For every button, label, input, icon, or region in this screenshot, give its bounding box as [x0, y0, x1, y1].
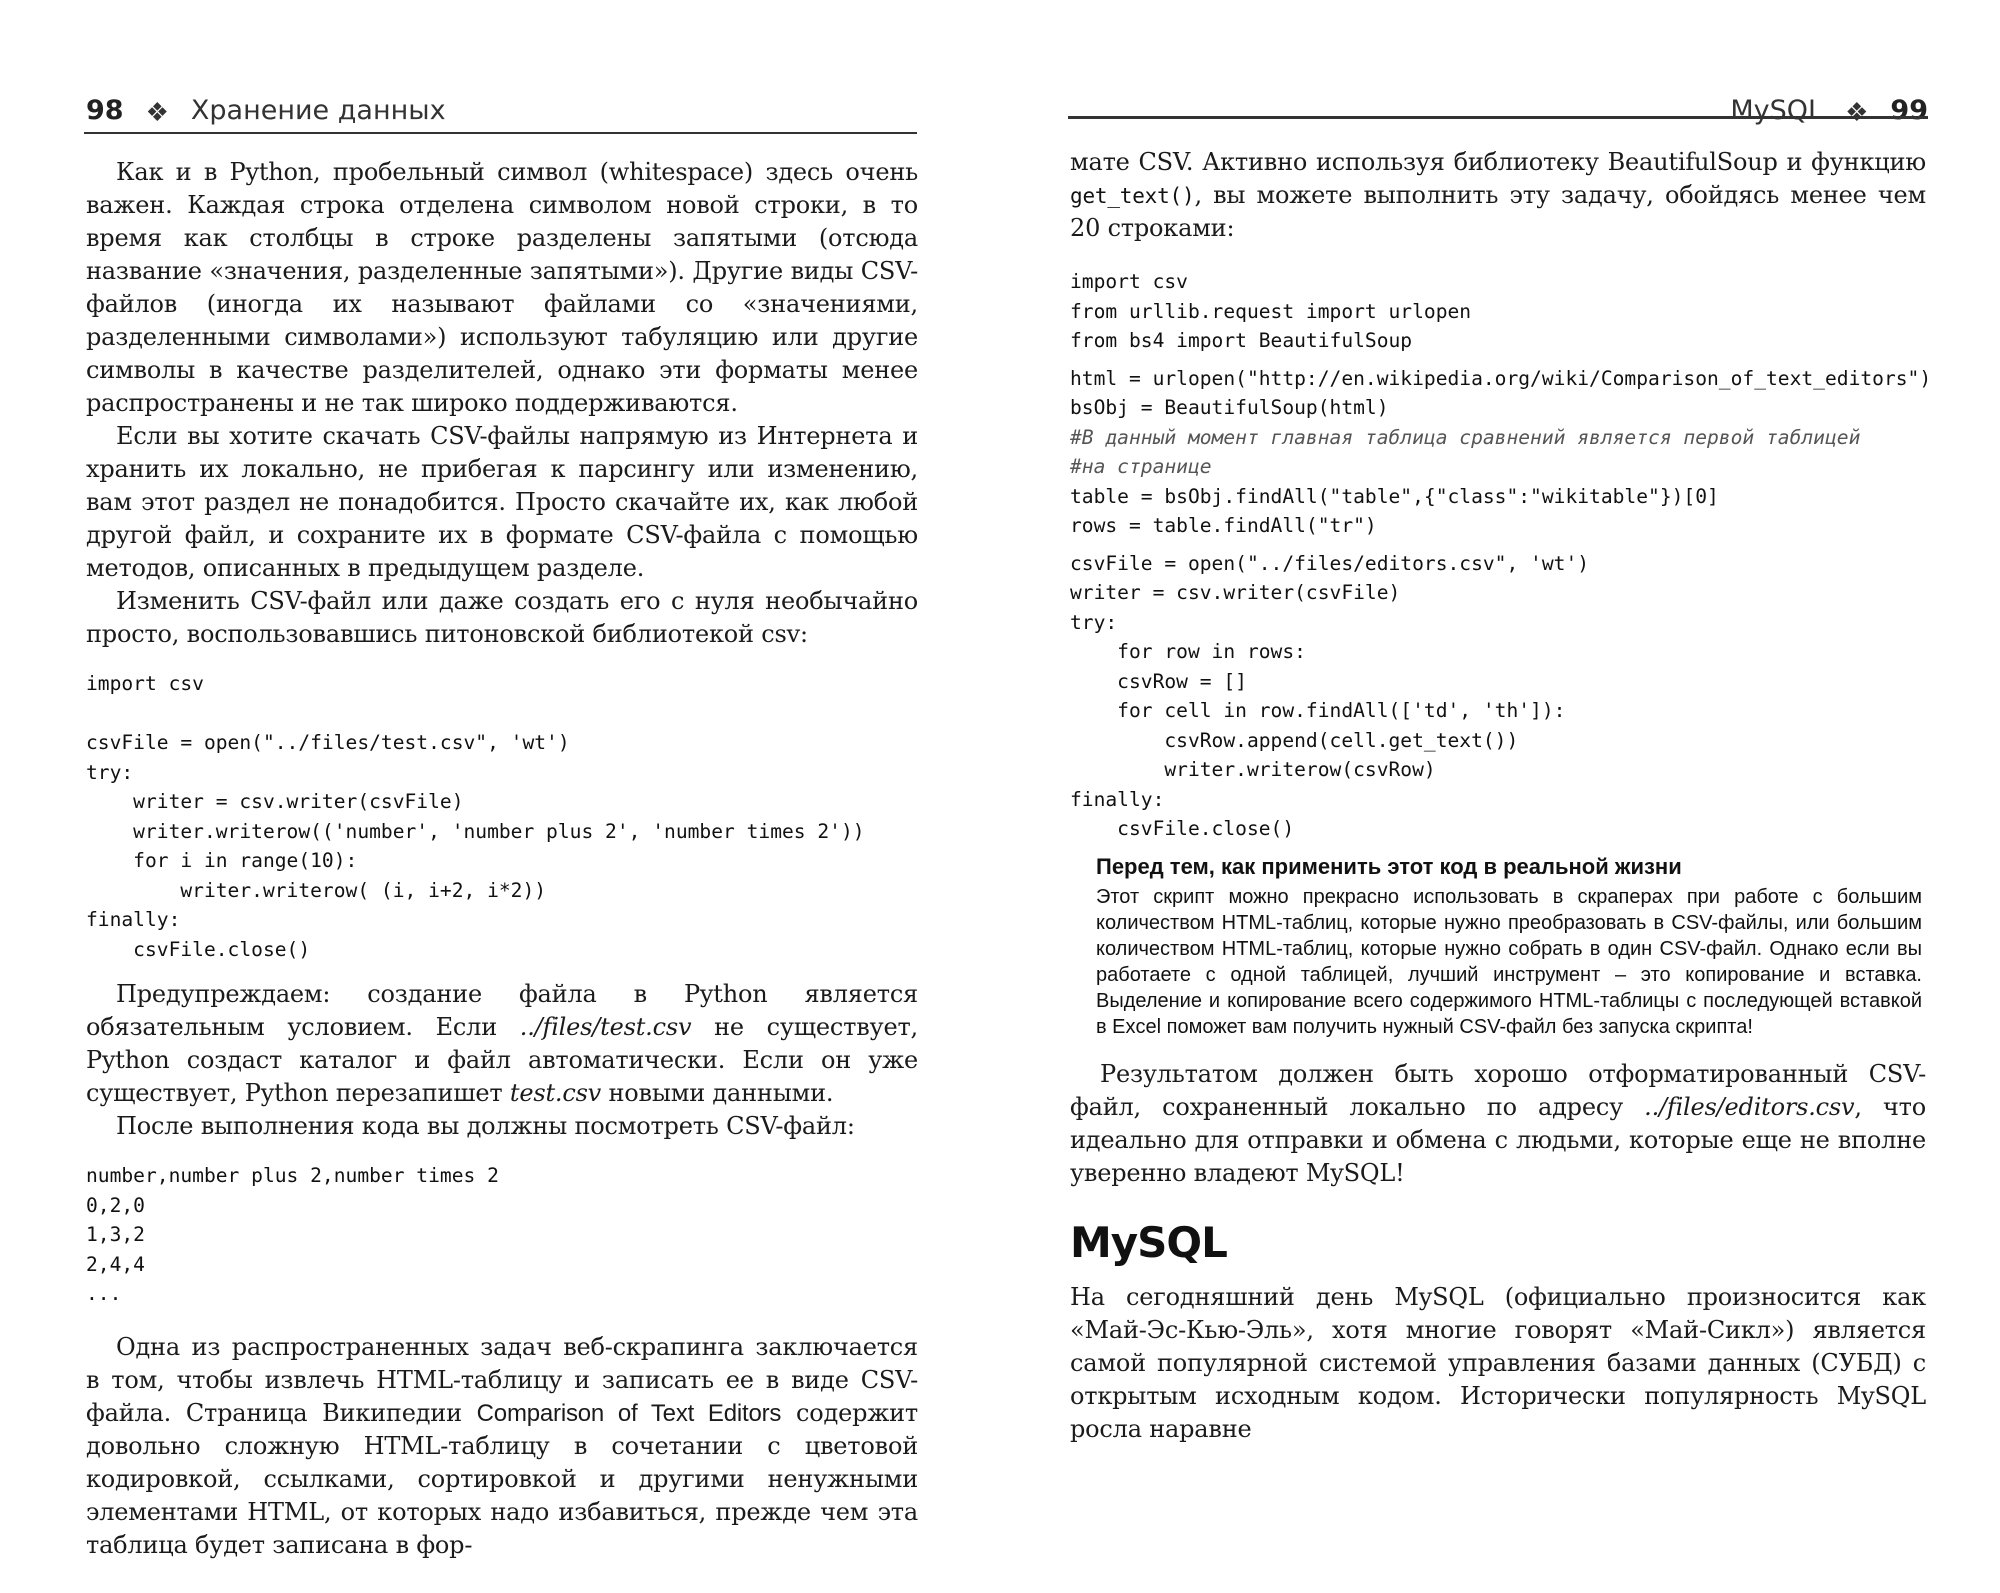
right-page — [1000, 0, 2000, 1593]
file-path: ../files/test.csv — [519, 1013, 692, 1041]
code-line: html = urlopen("http://en.wikipedia.org/wiki/Comparison_of_text_editors") — [1070, 366, 1932, 390]
paragraph: мате CSV. Активно используя библиотеку BeautifulSoup и функцию get_text(), вы можете выполнить эту задачу, обойдясь менее чем 20 строками: — [1070, 148, 1926, 242]
code-line: writer = csv.writer(csvFile) — [86, 790, 464, 813]
paragraph: На сегодняшний день MySQL (официально произносится как «Май-Эс-Кью-Эль», хотя многие говорят «Май-Сикл») является самой популярной системой управления базами данных (СУБД) с открытым исходным кодом. Исторически популярность MySQL росла наравне — [1070, 1282, 1926, 1443]
diamond-ornament-icon: ❖ — [145, 98, 169, 128]
note-title: Перед тем, как применить этот код в реальной жизни — [1096, 853, 1682, 879]
paragraph: Результатом должен быть хорошо отформатированный CSV-файл, сохраненный локально по адресу ../files/editors.csv, что идеально для отправки и обмена с людьми, которые еще не вполне уверенно владеют MySQL! — [1070, 1059, 1926, 1187]
code-line: import csv — [1070, 270, 1188, 293]
left-page-header — [86, 95, 446, 126]
page-number: 99 — [1890, 95, 1928, 126]
code-line: writer.writerow(('number', 'number plus 2', 'number times 2')) — [86, 819, 865, 843]
code-line: from bs4 import BeautifulSoup — [1070, 329, 1413, 352]
section-heading: MySQL — [1070, 1217, 1227, 1267]
note-box — [1096, 854, 1922, 1040]
paragraph: Предупреждаем: создание файла в Python является обязательным условием. Если ../files/test.csv не существует, Python создаст каталог и файл автоматически. Если он уже существует, Python перезапишет test.csv новыми данными. — [86, 980, 918, 1107]
right-page-header — [1730, 95, 1928, 126]
code-line: bsObj = BeautifulSoup(html) — [1070, 396, 1389, 419]
running-title: Хранение данных — [190, 95, 446, 126]
code-comment: #В данный момент главная таблица сравнений является первой таблицей #на странице — [1070, 425, 1861, 478]
code-line: csvFile = open("../files/test.csv", 'wt') — [86, 731, 570, 754]
page-number: 98 — [86, 95, 124, 126]
wiki-page-title: Comparison of Text Editors — [476, 1399, 782, 1427]
code-line: rows = table.findAll("tr") — [1070, 514, 1377, 537]
code-line: writer.writerow(csvRow) — [1070, 758, 1436, 781]
file-name: test.csv — [509, 1079, 602, 1107]
code-line: csvFile.close() — [1070, 817, 1295, 840]
code-line: from urllib.request import urlopen — [1070, 299, 1472, 323]
code-line: for i in range(10): — [86, 849, 358, 872]
code-line: try: — [1070, 610, 1118, 634]
code-line: csvRow = [] — [1070, 669, 1247, 693]
csv-output-block — [86, 1161, 918, 1309]
code-line: csvFile.close() — [86, 937, 311, 961]
code-line: number,number plus 2,number times 2 — [86, 1164, 499, 1187]
code-line: writer.writerow( (i, i+2, i*2)) — [86, 878, 547, 902]
code-block-imports — [1070, 267, 1926, 356]
code-line: csvFile = open("../files/editors.csv", 'wt') — [1070, 551, 1590, 575]
note-text: Этот скрипт можно прекрасно использовать в скраперах при работе с большим количеством HTML-таблиц, которые нужно преобразовать в CSV-файлы, или большим количеством HTML-таблиц, которые нужно собрать в один CSV-файл. Однако если вы работаете с одной таблицей, лучший инструмент – это копирование и вставка. Выделение и копирование всего содержимого HTML-таблицы с последующей вставкой в Excel поможет вам получить нужный CSV-файл без запуска скрипта! — [1096, 885, 1922, 1038]
code-line: for cell in row.findAll(['td', 'th']): — [1070, 699, 1566, 722]
code-block-fetch — [1070, 364, 1932, 423]
code-block-table — [1070, 482, 1926, 541]
code-line: 2,4,4 — [86, 1252, 145, 1276]
code-line: finally: — [1070, 787, 1165, 811]
file-path: ../files/editors.csv — [1644, 1092, 1855, 1121]
inline-code: get_text() — [1070, 184, 1195, 208]
code-line: finally: — [86, 908, 181, 931]
code-line: writer = csv.writer(csvFile) — [1070, 581, 1401, 604]
code-line: try: — [86, 760, 134, 784]
code-block — [86, 669, 918, 964]
paragraph: Одна из распространенных задач веб-скрапинга заключается в том, чтобы извлечь HTML-таблицу и записать ее в виде CSV-файла. Страница Википедии Comparison of Text Editors содержит довольно сложную HTML-таблицу в сочетании с цветовой кодировкой, ссылками, сортировкой и другими ненужными элементами HTML, от которых надо избавиться, прежде чем эта таблица будет записана в фор- — [86, 1332, 919, 1559]
code-line: ... — [86, 1282, 122, 1305]
code-line: import csv — [86, 672, 204, 695]
code-line: table = bsObj.findAll("table",{"class":"wikitable"})[0] — [1070, 484, 1719, 508]
code-line: 0,2,0 — [86, 1193, 145, 1217]
paragraph: После выполнения кода вы должны посмотреть CSV-файл: — [116, 1112, 855, 1140]
right-text-column — [1070, 146, 1932, 1446]
code-line: 1,3,2 — [86, 1223, 145, 1246]
code-line: for row in rows: — [1070, 640, 1306, 663]
running-title: MySQL — [1730, 95, 1824, 126]
diamond-ornament-icon: ❖ — [1845, 98, 1869, 128]
code-line: csvRow.append(cell.get_text()) — [1070, 728, 1519, 752]
header-rule — [84, 132, 917, 134]
left-text-column — [86, 156, 918, 1562]
paragraph: Если вы хотите скачать CSV-файлы напрямую из Интернета и хранить их локально, не прибегая к парсингу или изменению, вам этот раздел не понадобится. Просто скачайте их, как любой другой файл, и сохраните их в формате CSV-файла с помощью методов, описанных в предыдущем разделе. — [86, 422, 918, 582]
code-block-write — [1070, 549, 1926, 844]
paragraph: Изменить CSV-файл или даже создать его с нуля необычайно просто, воспользовавшись питоновской библиотекой csv: — [86, 587, 918, 648]
paragraph: Как и в Python, пробельный символ (whitespace) здесь очень важен. Каждая строка отделена символом новой строки, в то время как столбцы в строке разделены запятыми (отсюда название «значения, разделенные запятыми»). Другие виды CSV-файлов (иногда их называют файлами со «значениями, разделенными символами») используют табуляцию или другие символы в качестве разделителей, однако эти форматы менее распространены и не так широко поддерживаются. — [86, 158, 918, 417]
header-rule — [1068, 116, 1928, 119]
